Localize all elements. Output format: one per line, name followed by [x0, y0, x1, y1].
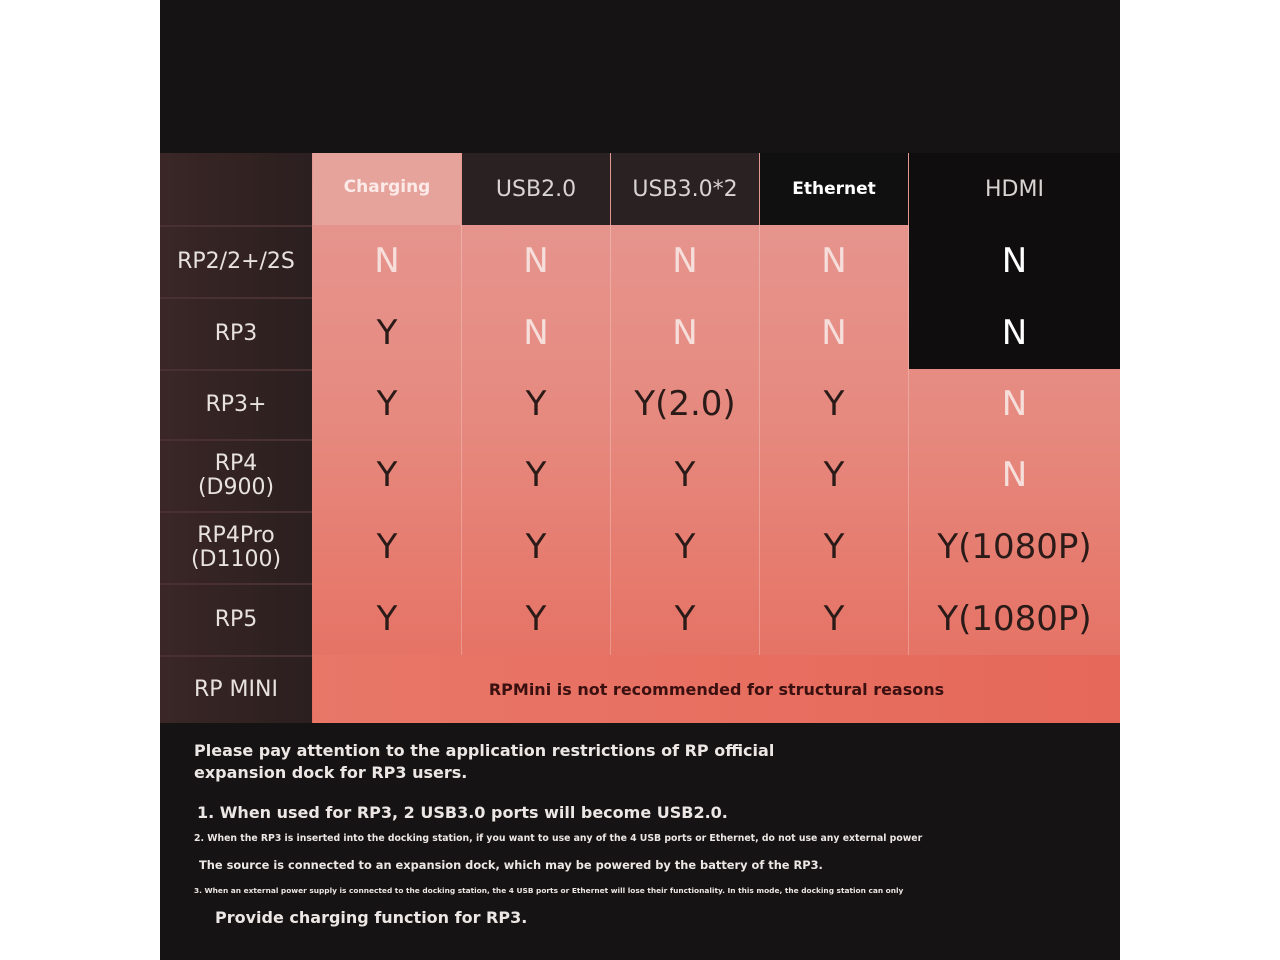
cell-rp2-hdmi: N	[909, 225, 1120, 297]
col-header-charging: Charging	[313, 153, 461, 225]
cell-rp4-usb3: Y	[674, 455, 696, 495]
cell-rp4pro-usb3: Y	[674, 527, 696, 567]
cell-rp4pro-ethernet: Y	[823, 527, 845, 567]
compatibility-table	[160, 153, 1120, 723]
cell-rp3-charging: Y	[376, 313, 398, 353]
notes-intro-line2: expansion dock for RP3 users.	[194, 763, 468, 782]
cell-rp3-ethernet: N	[821, 313, 847, 353]
cell-rp5-hdmi: Y(1080P)	[937, 599, 1092, 639]
col-header-hdmi: HDMI	[909, 153, 1120, 225]
row-label-rp4: RP4 (D900)	[160, 439, 312, 511]
cell-rp5-charging: Y	[376, 599, 398, 639]
cell-rp2-usb3: N	[672, 241, 698, 281]
row-label-rp-mini: RP MINI	[160, 655, 312, 723]
row-label-rp3plus: RP3+	[160, 369, 312, 439]
cell-rp3-usb3: N	[672, 313, 698, 353]
note-item-3-continued: Provide charging function for RP3.	[215, 908, 528, 927]
cell-rp4-usb2: Y	[525, 455, 547, 495]
note-item-2-continued: The source is connected to an expansion dock, which may be powered by the battery of the RP3.	[199, 858, 823, 872]
cell-rp2-usb2: N	[523, 241, 549, 281]
cell-rp3plus-charging: Y	[376, 384, 398, 424]
cell-rp5-ethernet: Y	[823, 599, 845, 639]
cell-rp4-charging: Y	[376, 455, 398, 495]
cell-rp4pro-charging: Y	[376, 527, 398, 567]
notes-intro-line1: Please pay attention to the application restrictions of RP official	[194, 741, 775, 760]
cell-rp4pro-hdmi: Y(1080P)	[937, 527, 1092, 567]
cell-rp3plus-hdmi: N	[1001, 384, 1028, 424]
header-corner	[160, 153, 312, 225]
cell-rp3plus-usb3: Y(2.0)	[634, 384, 736, 424]
cell-rp3-hdmi: N	[909, 297, 1120, 369]
cell-rp2-charging: N	[374, 241, 400, 281]
row-label-rp4pro: RP4Pro (D1100)	[160, 511, 312, 583]
cell-rp5-usb2: Y	[525, 599, 547, 639]
note-item-3: 3. When an external power supply is connected to the docking station, the 4 USB ports or Ethernet will lose their functionality. In this mode, the docking station can only	[194, 886, 904, 895]
note-item-1: 1. When used for RP3, 2 USB3.0 ports will become USB2.0.	[197, 803, 728, 822]
cell-rp4-ethernet: Y	[823, 455, 845, 495]
usage-notes	[160, 723, 1120, 960]
row-label-rp5: RP5	[160, 583, 312, 655]
col-header-ethernet: Ethernet	[760, 153, 908, 225]
cell-rp2-ethernet: N	[821, 241, 847, 281]
note-item-2: 2. When the RP3 is inserted into the docking station, if you want to use any of the 4 USB ports or Ethernet, do not use any external power	[194, 833, 923, 844]
row-label-rp2: RP2/2+/2S	[160, 225, 312, 297]
col-header-usb2: USB2.0	[462, 153, 610, 225]
cell-rp3-usb2: N	[523, 313, 549, 353]
rp-mini-note: RPMini is not recommended for structural reasons	[313, 655, 1120, 723]
row-label-rp3: RP3	[160, 297, 312, 369]
cell-rp3plus-usb2: Y	[525, 384, 547, 424]
cell-rp5-usb3: Y	[674, 599, 696, 639]
cell-rp4-hdmi: N	[1001, 455, 1028, 495]
cell-rp4pro-usb2: Y	[525, 527, 547, 567]
col-header-usb3: USB3.0*2	[611, 153, 759, 225]
spec-panel	[160, 0, 1120, 960]
cell-rp3plus-ethernet: Y	[823, 384, 845, 424]
